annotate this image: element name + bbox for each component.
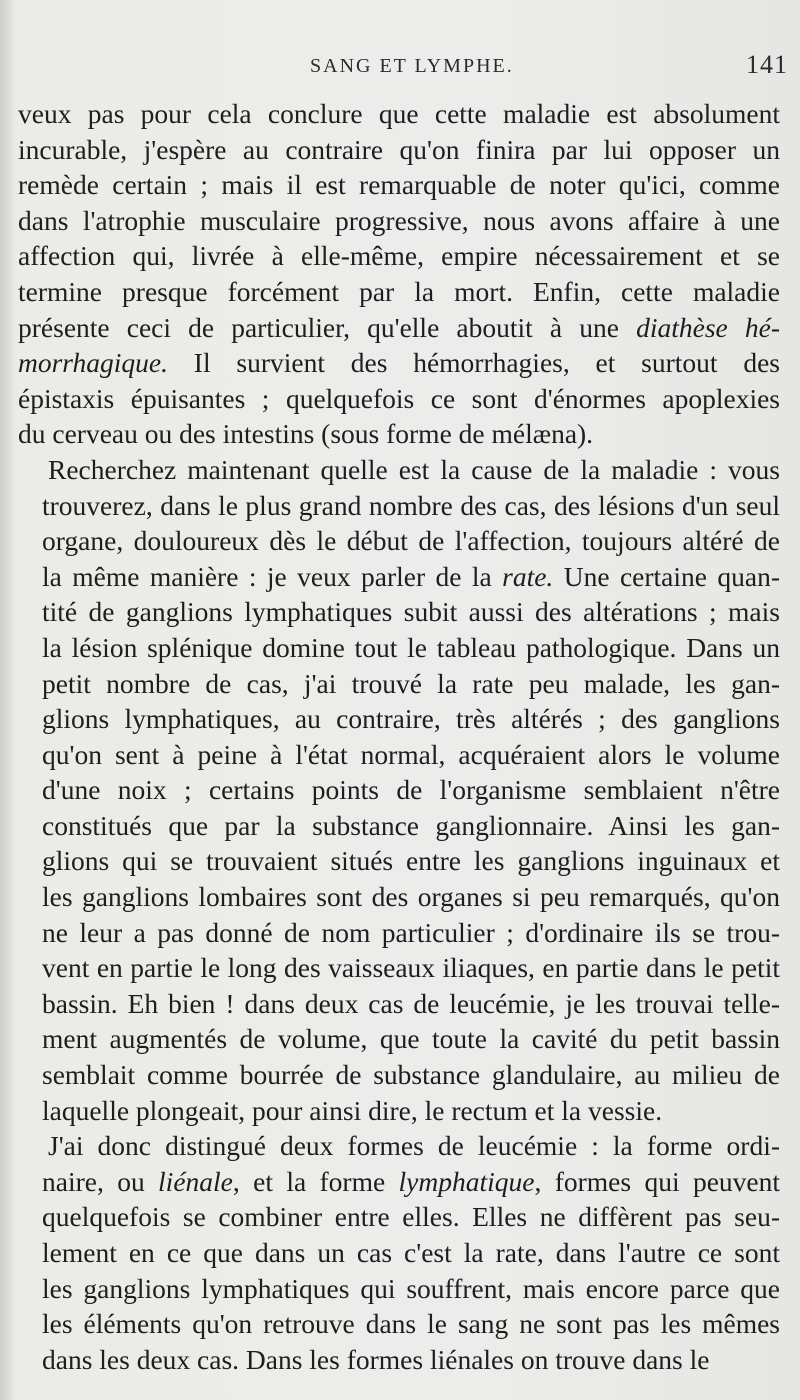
text-segment: veux pas pour cela conclure que cette maladie est absolument bbox=[18, 98, 780, 129]
text-line bbox=[18, 381, 780, 417]
text-segment: les éléments qu'on retrouve dans le sang ne sont pas les mêmes bbox=[42, 1308, 780, 1340]
text-segment: , formes qui peuvent bbox=[534, 1165, 780, 1197]
text-line bbox=[18, 950, 780, 986]
italic-phrase: liénale bbox=[158, 1165, 233, 1197]
text-line bbox=[18, 203, 780, 239]
text-segment: petit nombre de cas, j'ai trouvé la rate peu malade, les gan- bbox=[42, 667, 780, 699]
text-segment: glions qui se trouvaient situés entre les ganglions inguinaux et bbox=[42, 845, 780, 877]
text-line bbox=[18, 132, 780, 168]
italic-phrase: rate. bbox=[502, 560, 554, 592]
italic-phrase: lymphatique bbox=[398, 1165, 535, 1197]
text-segment: trouverez, dans le plus grand nombre des cas, des lésions d'un seul bbox=[42, 489, 780, 521]
text-line bbox=[18, 559, 780, 595]
text-line bbox=[18, 345, 780, 381]
text-line bbox=[18, 666, 780, 702]
text-line bbox=[18, 630, 780, 666]
text-line bbox=[18, 1342, 780, 1378]
text-line bbox=[18, 1164, 780, 1200]
text-segment: incurable, j'espère au contraire qu'on finira par lui opposer un bbox=[18, 133, 780, 165]
text-segment: bassin. Eh bien ! dans deux cas de leucémie, je les trouvai telle- bbox=[42, 987, 780, 1019]
text-segment: remède certain ; mais il est remarquable de noter qu'ici, comme bbox=[18, 169, 780, 201]
text-line bbox=[18, 416, 780, 452]
text-segment: d'une noix ; certains points de l'organisme semblaient n'être bbox=[42, 774, 780, 806]
text-line bbox=[18, 238, 780, 274]
text-segment: Recherchez maintenant quelle est la cause de la maladie : vous bbox=[48, 453, 780, 485]
text-line bbox=[18, 1057, 780, 1093]
text-line bbox=[18, 808, 780, 844]
text-segment: qu'on sent à peine à l'état normal, acquéraient alors le volume bbox=[42, 738, 780, 770]
text-line bbox=[18, 1271, 780, 1307]
text-segment: naire, ou bbox=[42, 1165, 159, 1197]
text-segment: Il survient des hémorrhagies, et surtout des bbox=[168, 347, 780, 379]
text-line bbox=[18, 96, 780, 132]
text-line bbox=[18, 1093, 780, 1129]
running-header: SANG ET LYMPHE. bbox=[310, 55, 514, 77]
text-segment: ment augmentés de volume, que toute la cavité du petit bassin bbox=[42, 1023, 780, 1055]
text-line bbox=[18, 772, 780, 808]
body-text bbox=[18, 96, 780, 1377]
text-line bbox=[18, 1128, 780, 1164]
text-segment: lement en ce que dans un cas c'est la rate, dans l'autre ce sont bbox=[42, 1237, 780, 1268]
text-segment: organe, douloureux dès le début de l'affection, toujours altéré de bbox=[42, 525, 780, 557]
text-segment: affection qui, livrée à elle-même, empire nécessairement et se bbox=[18, 240, 780, 272]
text-line bbox=[18, 737, 780, 773]
text-segment: quelquefois se combiner entre elles. Elles ne diffèrent pas seu- bbox=[42, 1201, 780, 1233]
text-line bbox=[18, 523, 780, 559]
text-line bbox=[18, 915, 780, 951]
text-segment: dans l'atrophie musculaire progressive, nous avons affaire à une bbox=[18, 204, 780, 236]
text-segment: J'ai donc distingué deux formes de leucémie : la forme ordi- bbox=[48, 1130, 780, 1162]
text-line bbox=[18, 488, 780, 524]
text-line bbox=[18, 1235, 780, 1271]
text-line bbox=[18, 452, 780, 488]
text-segment: du cerveau ou des intestins (sous forme de mélæna). bbox=[18, 418, 594, 450]
text-line bbox=[18, 310, 780, 346]
text-line bbox=[18, 879, 780, 915]
text-line bbox=[18, 1306, 780, 1342]
text-line bbox=[18, 274, 780, 310]
text-segment: vent en partie le long des vaisseaux iliaques, en partie dans le petit bbox=[42, 952, 780, 984]
text-segment: ne leur a pas donné de nom particulier ; d'ordinaire ils se trou- bbox=[42, 916, 780, 948]
text-segment: les ganglions lymphatiques qui souffrent, mais encore parce que bbox=[42, 1272, 780, 1304]
text-line bbox=[18, 1021, 780, 1057]
text-line bbox=[18, 167, 780, 203]
text-line bbox=[18, 1199, 780, 1235]
text-segment: tité de ganglions lymphatiques subit aussi des altérations ; mais bbox=[42, 596, 780, 628]
text-segment: épistaxis épuisantes ; quelquefois ce sont d'énormes apoplexies bbox=[18, 382, 780, 414]
text-segment: , et la forme bbox=[232, 1165, 399, 1197]
italic-phrase: diathèse hé- bbox=[636, 311, 780, 343]
text-line bbox=[18, 594, 780, 630]
text-segment: les ganglions lombaires sont des organes si peu remarqués, qu'on bbox=[42, 881, 780, 913]
text-segment: la même manière : je veux parler de la bbox=[42, 560, 503, 592]
text-segment: la lésion splénique domine tout le tableau pathologique. Dans un bbox=[42, 631, 780, 663]
text-line bbox=[18, 843, 780, 879]
text-line bbox=[18, 986, 780, 1022]
page-number: 141 bbox=[746, 50, 788, 79]
text-line bbox=[18, 701, 780, 737]
binding-shadow bbox=[0, 0, 14, 1400]
text-segment: présente ceci de particulier, qu'elle aboutit à une bbox=[18, 311, 637, 343]
text-segment: semblait comme bourrée de substance glandulaire, au milieu de bbox=[42, 1059, 780, 1091]
text-segment: constitués que par la substance ganglionnaire. Ainsi les gan- bbox=[42, 809, 780, 841]
text-segment: termine presque forcément par la mort. Enfin, cette maladie bbox=[18, 275, 780, 307]
text-segment: laquelle plongeait, pour ainsi dire, le rectum et la vessie. bbox=[42, 1094, 663, 1126]
text-segment: dans les deux cas. Dans les formes liénales on trouve dans le bbox=[42, 1343, 710, 1375]
text-segment: glions lymphatiques, au contraire, très altérés ; des ganglions bbox=[42, 703, 780, 735]
italic-phrase: morrhagique. bbox=[18, 347, 168, 379]
text-segment: Une certaine quan- bbox=[553, 560, 780, 592]
